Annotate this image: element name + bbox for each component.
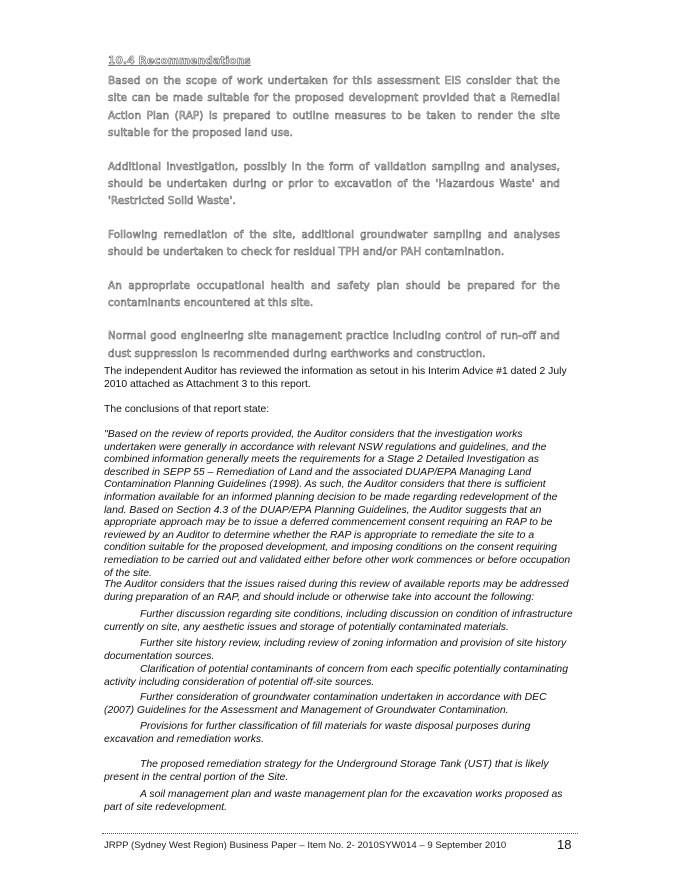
excerpt-paragraph-5: Normal good engineering site management practice including control of run-off and dust suppression is recommended during earthworks and construction.	[108, 330, 560, 360]
conclusions-intro-text: The conclusions of that report state:	[104, 404, 270, 415]
issue-item-2	[104, 638, 576, 663]
auditor-issues	[104, 579, 576, 604]
quote-issues: The Auditor considers that the issues raised during this review of available reports may be addressed during preparation of an RAP, and should include or otherwise take into account the following:	[104, 579, 569, 603]
auditor-quote	[104, 429, 576, 580]
issue-item-4	[104, 692, 576, 717]
excerpt-paragraph-3: Following remediation of the site, additional groundwater sampling and analyses should be undertaken to check for residual TPH and/or PAH contamination.	[108, 228, 560, 259]
auditor-text: The independent Auditor has reviewed the information as setout in his Interim Advice #1 dated 2 July 2010 attached as Attachment 3 to this report.	[104, 366, 567, 390]
footer-divider	[102, 833, 578, 834]
issue-item-text: A soil management plan and waste management plan for the excavation works proposed as part of site redevelopment.	[104, 789, 563, 813]
quote-main: "Based on the review of reports provided, the Auditor considers that the investigation works undertaken were generally in accordance with relevant NSW regulations and guidelines, and the combined information generally meets the requirements for a Stage 2 Detailed Investigation as described in SEPP 55 – Remediation of Land and the associated DUAP/EPA Managing Land Contamination Planning Guidelines (1998). As such, the Auditor considers that there is sufficient information available for an informed planning decision to be made regarding redevelopment of the land. Based on Section 4.3 of the DUAP/EPA Planning Guidelines, the Auditor suggests that an appropriate approach may be to issue a deferred commencement consent requiring an RAP to be reviewed by an Auditor to determine whether the RAP is appropriate to remediate the site to a condition suitable for the proposed development, and imposing conditions on the consent requiring remediation to be carried out and validated either before other work commences or before occupation of the site.	[104, 429, 571, 579]
excerpt-heading: 10.4 Recommendations	[108, 55, 251, 67]
excerpt-paragraph-4: An appropriate occupational health and safety plan should be prepared for the contaminants encountered at this site.	[108, 279, 560, 310]
issue-item-text: Further site history review, including review of zoning information and provision of site history documentation sources.	[104, 638, 567, 662]
excerpt-paragraph-1: Based on the scope of work undertaken for this assessment EIS consider that the site can be made suitable for the proposed development provided that a Remedial Action Plan (RAP) is prepared to outline measures to be taken to render the site suitable for the proposed land use.	[108, 75, 560, 140]
page-number: 18	[557, 837, 572, 852]
conclusions-intro	[104, 404, 576, 417]
issue-item-3	[104, 664, 576, 689]
issue-item-text: Further consideration of groundwater contamination undertaken in accordance with DEC (2007) Guidelines for the Assessment and Management of Groundwater Contamination.	[104, 692, 547, 716]
issue-item-5	[104, 721, 576, 746]
issue-item-text: The proposed remediation strategy for the Underground Storage Tank (UST) that is likely present in the central portion of the Site.	[104, 759, 549, 783]
issue-item-6	[104, 759, 576, 784]
issue-item-1	[104, 609, 576, 634]
excerpt-paragraph-2: Additional investigation, possibly in the form of validation sampling and analyses, should be undertaken during or prior to excavation of the 'Hazardous Waste' and 'Restricted Solid Waste'.	[108, 160, 560, 208]
issue-item-text: Provisions for further classification of fill materials for waste disposal purposes during excavation and remediation works.	[104, 721, 531, 745]
issue-item-text: Further discussion regarding site conditions, including discussion on condition of infrastructure currently on site, any aesthetic issues and storage of potentially contaminated materials.	[104, 609, 573, 633]
issue-item-7	[104, 789, 576, 814]
footer-text: JRPP (Sydney West Region) Business Paper – Item No. 2- 2010SYW014 – 9 September 2010	[104, 840, 507, 851]
scanned-excerpt	[108, 55, 560, 379]
auditor-paragraph	[104, 366, 576, 391]
issue-item-text: Clarification of potential contaminants of concern from each specific potentially contaminating activity including consideration of potential off-site sources.	[104, 664, 568, 688]
